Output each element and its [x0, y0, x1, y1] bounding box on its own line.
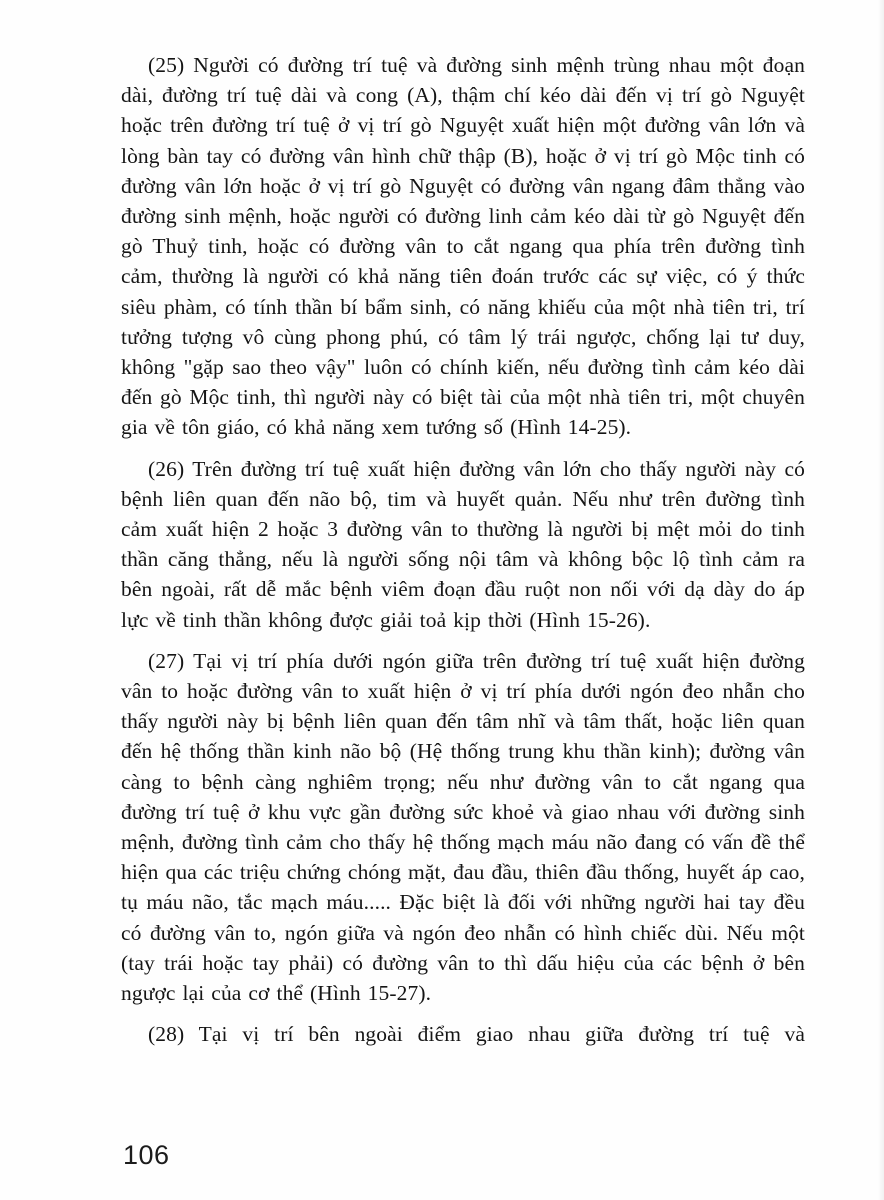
page-number: 106	[123, 1140, 170, 1170]
body-text	[121, 50, 805, 1061]
paragraph-25: (25) Người có đường trí tuệ và đường sinh mệnh trùng nhau một đoạn dài, đường trí tuệ dài và cong (A), thậm chí kéo dài đến vị trí gò Nguyệt hoặc trên đường trí tuệ ở vị trí gò Nguyệt xuất hiện một đường vân lớn và lòng bàn tay có đường vân hình chữ thập (B), hoặc ở vị trí gò Mộc tinh có đường vân lớn hoặc ở vị trí gò Nguyệt có đường vân ngang đâm thẳng vào đường sinh mệnh, hoặc người có đường linh cảm kéo dài từ gò Nguyệt đến gò Thuỷ tinh, hoặc có đường vân to cắt ngang qua phía trên đường tình cảm, thường là người có khả năng tiên đoán trước các sự việc, có ý thức siêu phàm, có tính thần bí bẩm sinh, có năng khiếu của một nhà tiên tri, trí tưởng tượng vô cùng phong phú, có tâm lý trái ngược, chống lại tư duy, không "gặp sao theo vậy" luôn có chính kiến, nếu đường tình cảm kéo dài đến gò Mộc tinh, thì người này có biệt tài của một nhà tiên tri, một chuyên gia về tôn giáo, có khả năng xem tướng số (Hình 14-25).	[121, 53, 805, 440]
paragraph-28: (28) Tại vị trí bên ngoài điểm giao nhau giữa đường trí tuệ và	[148, 1022, 805, 1047]
paragraph-26: (26) Trên đường trí tuệ xuất hiện đường vân lớn cho thấy người này có bệnh liên quan đến não bộ, tim và huyết quản. Nếu như trên đường tình cảm xuất hiện 2 hoặc 3 đường vân to thường là người bị mệt mỏi do tinh thần căng thẳng, nếu là người sống nội tâm và không bộc lộ tình cảm ra bên ngoài, rất dễ mắc bệnh viêm đoạn đầu ruột non nối với dạ dày do áp lực về tinh thần không được giải toả kịp thời (Hình 15-26).	[121, 456, 805, 632]
paragraph-27: (27) Tại vị trí phía dưới ngón giữa trên đường trí tuệ xuất hiện đường vân to hoặc đường vân to xuất hiện ở vị trí phía dưới ngón đeo nhẫn cho thấy người này bị bệnh liên quan đến tâm nhĩ và tâm thất, hoặc liên quan đến hệ thống thần kinh não bộ (Hệ thống trung khu thần kinh); đường vân càng to bệnh càng nghiêm trọng; nếu như đường vân to cắt ngang qua đường trí tuệ ở khu vực gần đường sức khoẻ và giao nhau với đường sinh mệnh, đường tình cảm cho thấy hệ thống mạch máu não đang có vấn đề thể hiện qua các triệu chứng chóng mặt, đau đầu, thiên đầu thống, huyết áp cao, tụ máu não, tắc mạch máu..... Đặc biệt là đối với những người hai tay đều có đường vân to, ngón giữa và ngón đeo nhẫn có hình chiếc dùi. Nếu một (tay trái hoặc tay phải) có đường vân to thì dấu hiệu của các bệnh ở bên ngược lại của cơ thể (Hình 15-27).	[121, 648, 805, 1006]
